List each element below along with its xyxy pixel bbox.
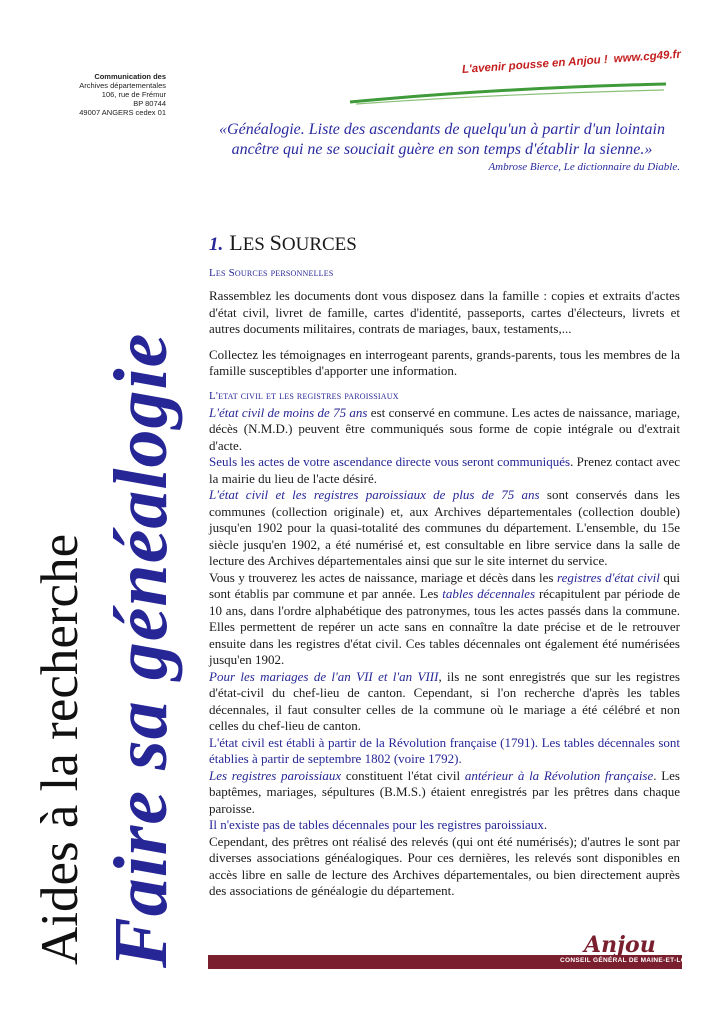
quote-attribution: Ambrose Bierce, Le dictionnaire du Diable.	[488, 161, 680, 173]
text: . Prenez contact avec la mairie du lieu de l'acte désiré.	[209, 454, 680, 486]
text: sont conservés dans les communes (collection originale) et, aux Archives départementales (collection double) jusqu'en 1902 pour la quasi-totalité des communes du département. L'ensemble, du 15e siècle jusqu'en 1902, a été numérisé et, est consultable en libre service dans la salle de lecture des Archives départementales ainsi que sur le site internet du service.	[209, 487, 680, 568]
text: est conservé en commune. Les actes de naissance, mariage, décès (N.M.D.) peuvent être communiqués sous forme de copie intégrale ou d'extrait d'acte.	[209, 404, 680, 453]
address-line: BP 80744	[133, 99, 166, 108]
paragraph	[209, 817, 680, 834]
section-number: 1.	[209, 234, 224, 255]
text: , ils ne sont enregistrés que sur les registres d'état-civil du chef-lieu de canton. Cependant, si l'on recherche d'après les tables décennales, il faut consulter celles de la commune où le mariage a été célébré et non celles du chef-lieu de canton.	[209, 668, 680, 733]
website-link[interactable]: www.cg49.fr	[613, 48, 682, 66]
paragraph: Cependant, des prêtres ont réalisé des relevés (qui ont été numérisés); d'autres le sont par diverses associations généalogiques. Pour ces dernières, les relevés sont disponibles en accès libre en salle de lecture des Archives départementales, ou bien directement auprès des associations de généalogie du département.	[209, 833, 680, 898]
address-line: Archives départementales	[79, 81, 166, 90]
text: Vous y trouverez les actes de naissance, mariage et décès dans les	[209, 569, 558, 585]
paragraph	[209, 768, 680, 818]
paragraph	[209, 405, 680, 455]
text: . Les baptêmes, mariages, sépultures (B.M.S.) étaient enregistrés par les prêtres dans chaque paroisse.	[209, 767, 680, 816]
epigraph-quote: «Généalogie. Liste des ascendants de quelqu'un à partir d'un lointain ancêtre qui ne se souciait guère en son temps d'établir la sienne.»	[219, 121, 665, 158]
address-block	[40, 72, 166, 117]
highlight: Il n'existe pas de tables décennales pour les registres paroissiaux	[209, 817, 544, 832]
highlight: Seuls les actes de votre ascendance directe vous seront communiqués	[209, 454, 571, 469]
emphasis: Les registres paroissiaux	[209, 767, 342, 783]
emphasis: tables décennales	[442, 586, 536, 601]
emphasis: L'état civil de moins de 75 ans	[209, 404, 368, 420]
address-line: 106, rue de Frémur	[101, 90, 166, 99]
side-title-aides: Aides à la recherche	[31, 533, 89, 965]
anjou-logo: Anjou	[584, 932, 656, 958]
emphasis: registres d'état civil	[557, 569, 660, 585]
footer-label: CONSEIL GÉNÉRAL DE MAINE-ET-LOIRE	[560, 957, 698, 964]
section-heading	[209, 232, 680, 256]
emphasis: antérieur à la Révolution française	[464, 767, 654, 783]
emphasis: Pour les mariages de l'an VII et l'an VIII	[209, 668, 439, 684]
address-line: 49007 ANGERS cedex 01	[79, 108, 166, 117]
emphasis: L'état civil et les registres paroissiaux de plus de 75 ans	[209, 487, 540, 502]
paragraph	[209, 669, 680, 735]
paragraph	[209, 487, 680, 570]
address-line: Communication des	[94, 72, 166, 81]
section-title-part: S	[269, 230, 282, 255]
side-title-genealogie: Faire sa généalogie	[99, 332, 183, 968]
paragraph: Collectez les témoignages en interrogeant parents, grands-parents, tous les membres de la famille susceptibles d'apporter une information.	[209, 346, 680, 378]
text: .	[543, 817, 548, 832]
paragraph-highlight: L'état civil est établi à partir de la Révolution française (1791). Les tables décennales sont établies à partir de septembre 1802 (voire 1792).	[209, 734, 680, 766]
section-title-part: OURCES	[281, 234, 357, 255]
subsection-title-civil: L'etat civil et les registres paroissiaux	[209, 389, 399, 402]
text: constituent l'état civil	[341, 767, 465, 783]
paragraph	[209, 570, 680, 669]
main-content	[209, 232, 680, 900]
section-title-part: ES	[242, 234, 270, 255]
text: récapitulent par période de 10 ans, dans l'ordre alphabétique des patronymes, tous les actes passés dans la commune. Elles permettent de repérer un acte sans en connaître la date précise et de le retrouver ensuite dans les registres d'état civil. Ces tables décennales ont également été numérisées jusqu'en 1902.	[209, 586, 680, 667]
slogan-text: L'avenir pousse en Anjou !	[461, 53, 609, 76]
paragraph	[209, 454, 680, 487]
subsection-title-personal: Les Sources personnelles	[209, 267, 334, 279]
text: qui sont établis par commune et par année. Les	[209, 569, 680, 601]
section-title-part: L	[229, 230, 243, 255]
paragraph: Rassemblez les documents dont vous disposez dans la famille : copies et extraits d'actes d'état civil, livret de famille, cartes d'identité, passeports, cartes d'électeurs, livrets et autres documents militaires, contrats de mariages, baux, testaments,...	[209, 288, 680, 336]
